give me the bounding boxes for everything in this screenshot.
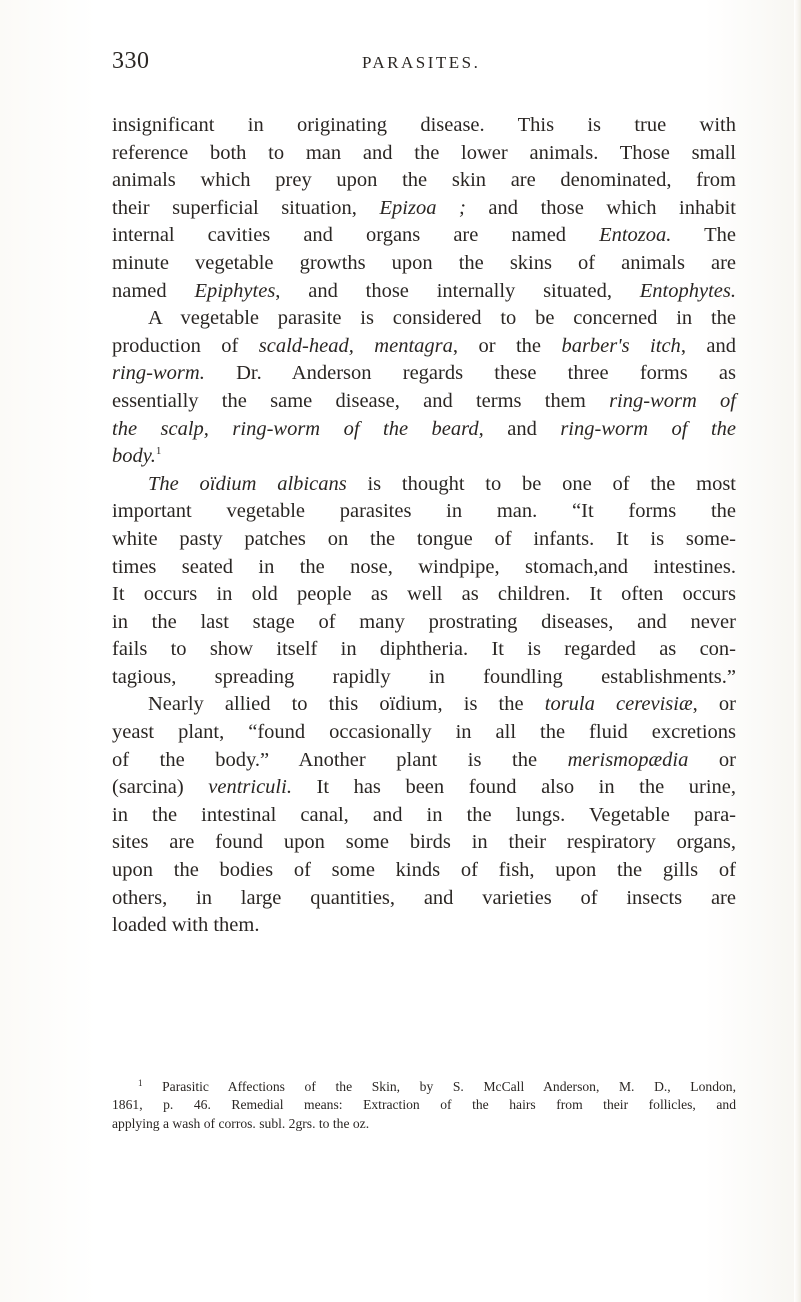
- text-line: [112, 664, 736, 692]
- text-line: [112, 609, 736, 637]
- text-line: [112, 498, 736, 526]
- text-run: their superficial situation,: [112, 196, 380, 219]
- text-line: [112, 112, 736, 140]
- text-run: , and those internally situated,: [275, 279, 640, 302]
- italic-term: merismopædia: [567, 748, 689, 771]
- text-run: , or: [692, 693, 737, 716]
- text-run: Nearly allied to this oïdium, is the: [148, 693, 545, 716]
- text-run: important vegetable parasites in man. “It forms the: [112, 500, 736, 523]
- italic-term: Entophytes.: [639, 279, 736, 302]
- text-run: others, in large quantities, and varieties of insects are: [112, 886, 736, 909]
- italic-term: Epizoa ;: [379, 196, 466, 219]
- text-run: minute vegetable growths upon the skins of animals are: [112, 251, 736, 274]
- text-run: reference both to man and the lower animals. Those small: [112, 141, 736, 164]
- text-run: A vegetable parasite is considered to be concerned in the: [148, 307, 736, 330]
- text-run: white pasty patches on the tongue of infants. It is some-: [112, 527, 736, 550]
- page-edge-shadow: [794, 0, 801, 1302]
- text-line: [112, 305, 736, 333]
- footnote-text: Parasitic Affections of the Skin, by S. McCall Anderson, M. D., London,: [162, 1079, 736, 1094]
- footnote-text: applying a wash of corros. subl. 2grs. to the oz.: [112, 1115, 370, 1131]
- text-run: essentially the same disease, and terms them: [112, 389, 610, 412]
- text-line: [112, 250, 736, 278]
- text-line: [112, 443, 736, 471]
- footnote-line: [112, 1115, 736, 1133]
- italic-term: The oïdium albicans: [148, 472, 347, 495]
- text-run: production of: [112, 334, 259, 357]
- text-line: [112, 388, 736, 416]
- text-run: and those which inhabit: [465, 196, 736, 219]
- text-line: [112, 857, 736, 885]
- italic-term: Epiphytes: [194, 279, 276, 302]
- text-line: [112, 140, 736, 168]
- running-head: PARASITES.: [362, 53, 481, 72]
- text-line: [112, 471, 736, 499]
- text-line: [112, 333, 736, 361]
- text-run: in the last stage of many prostrating diseases, and never: [112, 610, 736, 633]
- footnotes: [112, 1078, 736, 1133]
- text-run: in the intestinal canal, and in the lungs. Vegetable para-: [112, 803, 736, 826]
- footnote-line: [112, 1078, 736, 1096]
- text-line: [112, 526, 736, 554]
- text-run: fails to show itself in diphtheria. It is regarded as con-: [112, 638, 736, 661]
- text-run: named: [112, 279, 195, 302]
- text-run: times seated in the nose, windpipe, stomach,and intestines.: [112, 555, 736, 578]
- text-run: (sarcina): [112, 776, 209, 799]
- footnote-mark: 1: [138, 1078, 143, 1088]
- text-run: sites are found upon some birds in their respiratory organs,: [112, 831, 736, 854]
- text-run: of the body.” Another plant is the: [112, 748, 568, 771]
- text-line: [112, 581, 736, 609]
- italic-term: ring-worm.: [112, 362, 205, 385]
- text-run: upon the bodies of some kinds of fish, upon the gills of: [112, 859, 736, 882]
- text-line: [112, 167, 736, 195]
- italic-term: ventriculi.: [208, 776, 292, 799]
- text-line: [112, 802, 736, 830]
- text-run: Dr. Anderson regards these three forms as: [204, 362, 736, 385]
- footnote-ref: 1: [155, 445, 162, 458]
- text-line: [112, 747, 736, 775]
- page-header: [112, 48, 732, 80]
- italic-term: scald-head, mentagra: [258, 334, 453, 357]
- text-run: , or the: [452, 334, 562, 357]
- body-text: [112, 112, 736, 940]
- text-line: [112, 829, 736, 857]
- footnote-text: 1861, p. 46. Remedial means: Extraction of the hairs from their follicles, and: [112, 1097, 736, 1113]
- footnote-line: [112, 1096, 736, 1114]
- text-run: tagious, spreading rapidly in foundling establishments.”: [112, 665, 736, 688]
- text-line: [112, 691, 736, 719]
- italic-term: Entozoa.: [599, 224, 672, 247]
- text-line: [112, 885, 736, 913]
- text-line: [112, 222, 736, 250]
- text-line: [112, 195, 736, 223]
- italic-term: barber's itch: [561, 334, 681, 357]
- text-run: It occurs in old people as well as children. It often occurs: [112, 583, 736, 606]
- text-run: loaded with them.: [112, 914, 260, 937]
- text-run: It has been found also in the urine,: [291, 776, 737, 799]
- text-run: and: [483, 417, 561, 440]
- text-line: [112, 360, 736, 388]
- text-run: , and: [680, 334, 736, 357]
- text-run: The: [671, 224, 736, 247]
- page-number: 330: [112, 48, 150, 74]
- text-run: internal cavities and organs are named: [112, 224, 600, 247]
- text-line: [112, 278, 736, 306]
- text-line: [112, 416, 736, 444]
- text-run: insignificant in originating disease. This is true with: [112, 114, 736, 136]
- text-line: [112, 912, 736, 940]
- text-run: is thought to be one of the most: [346, 472, 737, 495]
- italic-term: body.: [112, 445, 156, 468]
- text-line: [112, 719, 736, 747]
- italic-term: ring-worm of the: [560, 417, 736, 440]
- italic-term: ring-worm of: [609, 389, 737, 412]
- text-line: [112, 554, 736, 582]
- text-line: [112, 774, 736, 802]
- text-run: animals which prey upon the skin are denominated, from: [112, 169, 736, 192]
- italic-term: torula cerevisiæ: [544, 693, 693, 716]
- text-run: or: [688, 748, 736, 771]
- text-line: [112, 636, 736, 664]
- text-run: yeast plant, “found occasionally in all the fluid excretions: [112, 721, 736, 744]
- italic-term: the scalp, ring-worm of the beard,: [112, 417, 484, 440]
